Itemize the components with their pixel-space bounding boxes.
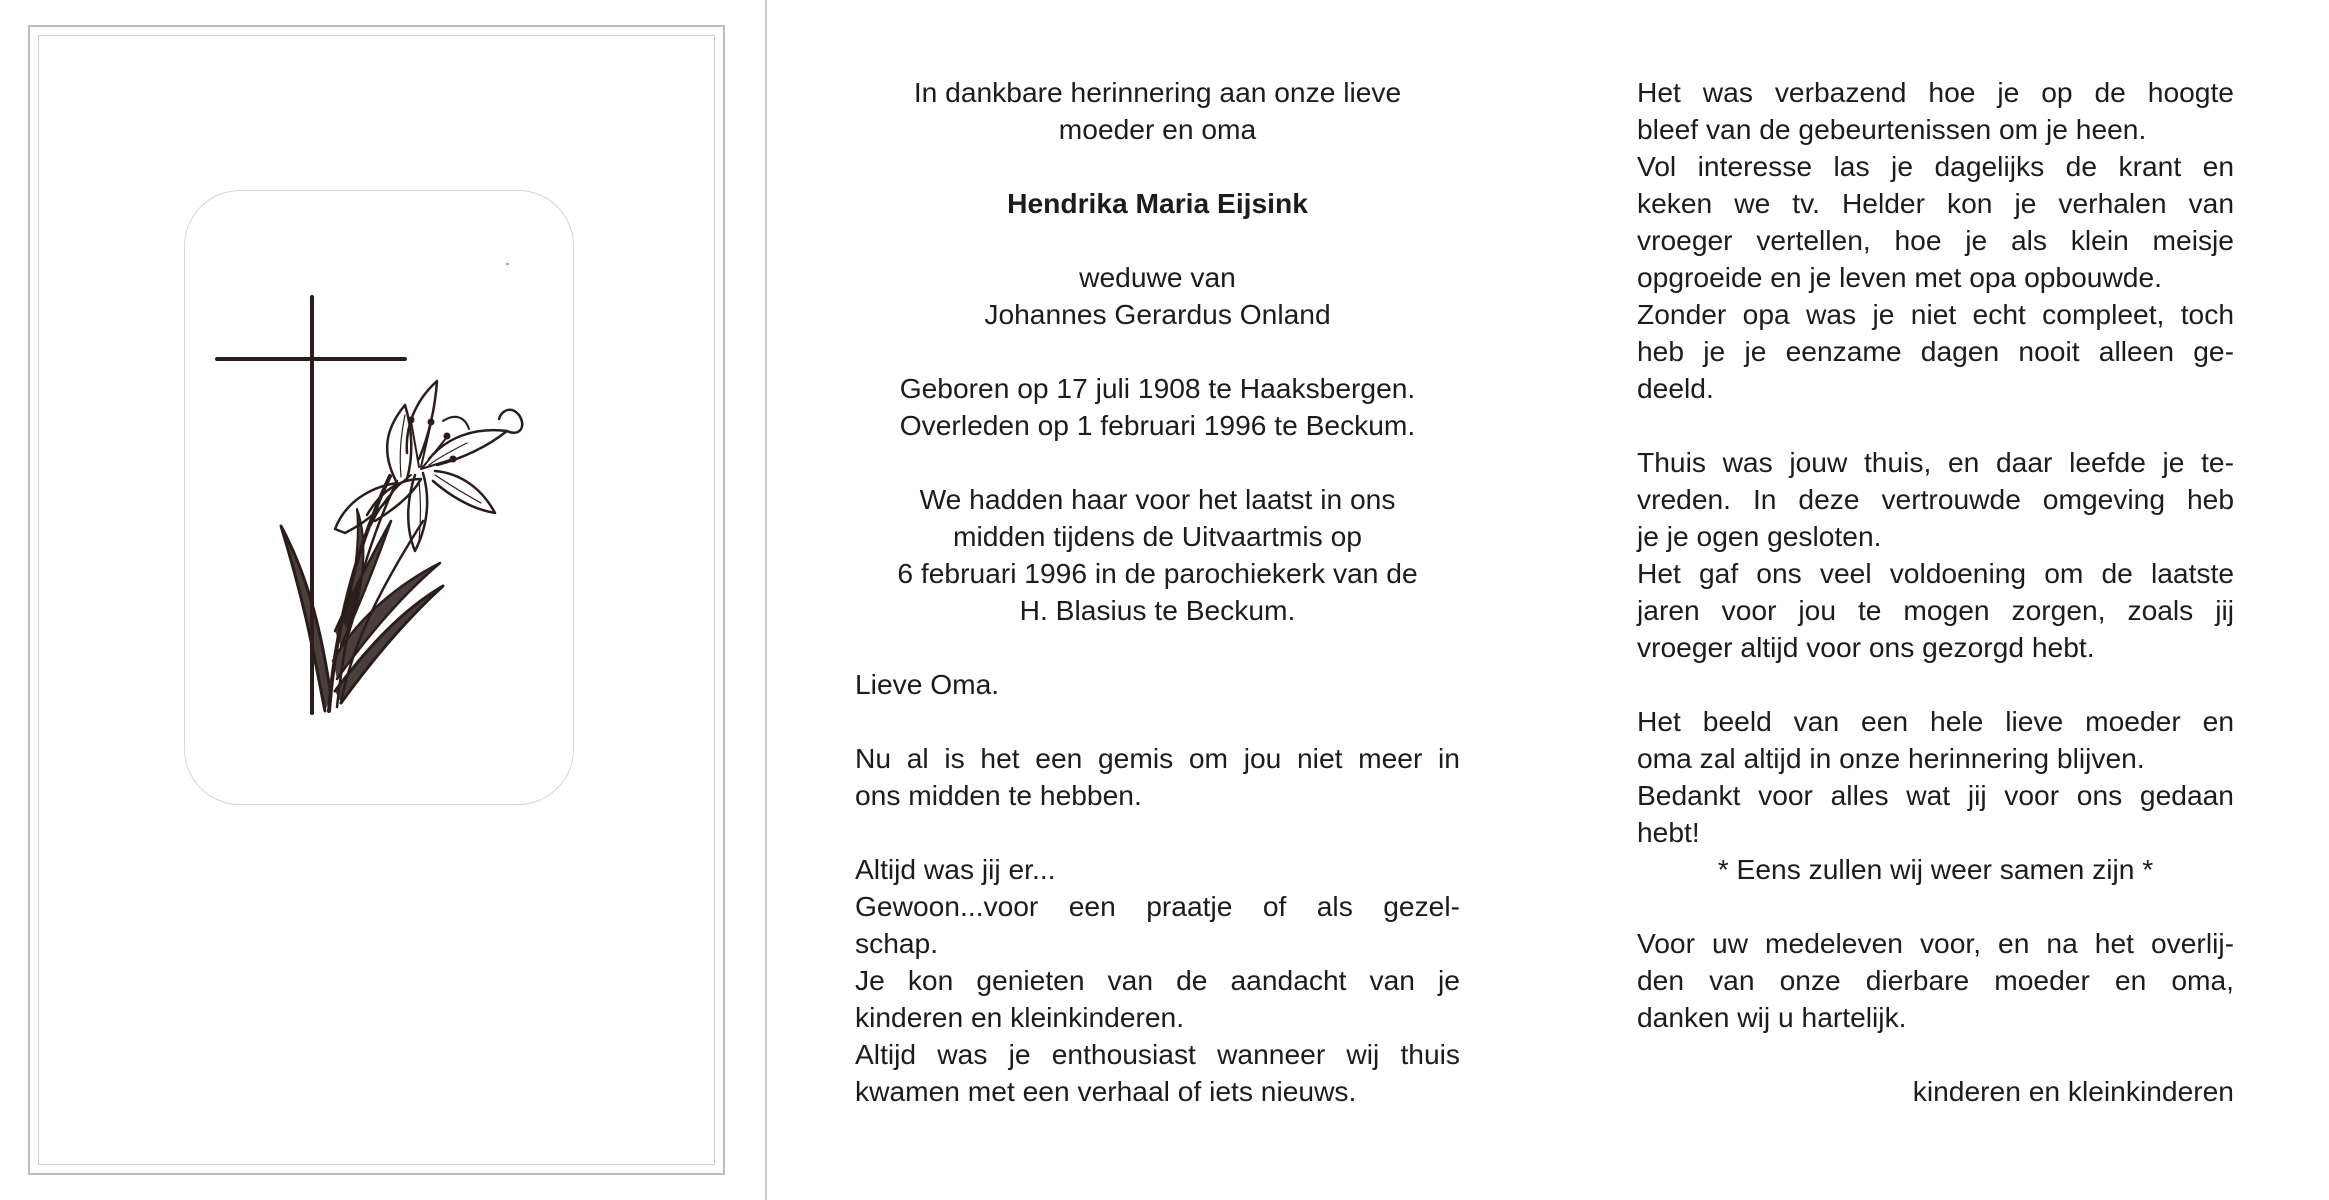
text-line: Thuis was jouw thuis, en daar leefde je te- (1637, 446, 2234, 478)
illustration-panel (184, 190, 574, 805)
text-line: Het was verbazend hoe je op de hoogte (1637, 76, 2234, 108)
signature: kinderen en kleinkinderen (1912, 1075, 2234, 1107)
greeting: Lieve Oma. (855, 668, 1000, 700)
text-line: jaren voor jou te mogen zorgen, zoals jij (1637, 594, 2234, 626)
intro-line: moeder en oma (1058, 113, 1257, 145)
text-line: deeld. (1637, 372, 1714, 404)
text-line: Gewoon...voor een praatje of als gezel- (855, 890, 1460, 922)
text-line: ons midden te hebben. (855, 779, 1142, 811)
text-line: vreden. In deze vertrouwde omgeving heb (1637, 483, 2234, 515)
text-line: kinderen en kleinkinderen. (855, 1001, 1185, 1033)
text-line: Nu al is het een gemis om jou niet meer in (855, 742, 1460, 774)
text-line: vroeger altijd voor ons gezorgd hebt. (1637, 631, 2095, 663)
intro-line: In dankbare herinnering aan onze lieve (913, 76, 1402, 108)
paper-speck (506, 263, 509, 265)
text-line: bleef van de gebeurtenissen om je heen. (1637, 113, 2147, 145)
left-text-column (855, 74, 1460, 1110)
text-line: je je ogen gesloten. (1637, 520, 1882, 552)
text-line: kwamen met een verhaal of iets nieuws. (855, 1075, 1357, 1107)
motto: * Eens zullen wij weer samen zijn * (1717, 853, 2154, 885)
text-line: opgroeide en je leven met opa opbouwde. (1637, 261, 2162, 293)
widow-line: weduwe van (1079, 261, 1236, 293)
service-line: 6 februari 1996 in de parochiekerk van de (897, 557, 1418, 589)
text-line: Altijd was jij er... (855, 853, 1056, 885)
lily-icon (281, 381, 522, 711)
text-line: Bedankt voor alles wat jij voor ons gedaan (1637, 779, 2234, 811)
right-text-column (1637, 74, 2234, 1110)
text-line: oma zal altijd in onze herinnering blijven. (1637, 742, 2145, 774)
text-line: danken wij u hartelijk. (1637, 1001, 1907, 1033)
text-line: Je kon genieten van de aandacht van je (855, 964, 1460, 996)
spouse-name: Johannes Gerardus Onland (984, 298, 1331, 330)
birth-line: Geboren op 17 juli 1908 te Haaksbergen. (899, 372, 1416, 404)
text-line: hebt! (1637, 816, 1700, 848)
text-line: heb je je eenzame dagen nooit alleen ge- (1637, 335, 2234, 367)
text-line: keken we tv. Helder kon je verhalen van (1637, 187, 2234, 219)
service-line: H. Blasius te Beckum. (1019, 594, 1296, 626)
text-line: Altijd was je enthousiast wanneer wij thuis (855, 1038, 1460, 1070)
text-line: Het gaf ons veel voldoening om de laatste (1637, 557, 2234, 589)
text-line: Zonder opa was je niet echt compleet, toch (1637, 298, 2234, 330)
service-line: We hadden haar voor het laatst in ons (919, 483, 1396, 515)
text-line: Voor uw medeleven voor, en na het overlij- (1637, 927, 2234, 959)
deceased-name: Hendrika Maria Eijsink (1007, 187, 1308, 219)
text-line: Het beeld van een hele lieve moeder en (1637, 705, 2234, 737)
service-line: midden tijdens de Uitvaartmis op (953, 520, 1362, 552)
cross-and-lily-drawing (185, 191, 575, 806)
card-front (0, 0, 767, 1200)
text-line: Vol interesse las je dagelijks de krant en (1637, 150, 2234, 182)
death-line: Overleden op 1 februari 1996 te Beckum. (899, 409, 1416, 441)
text-line: schap. (855, 927, 939, 959)
text-line: den van onze dierbare moeder en oma, (1637, 964, 2234, 996)
text-line: vroeger vertellen, hoe je als klein meisje (1637, 224, 2234, 256)
